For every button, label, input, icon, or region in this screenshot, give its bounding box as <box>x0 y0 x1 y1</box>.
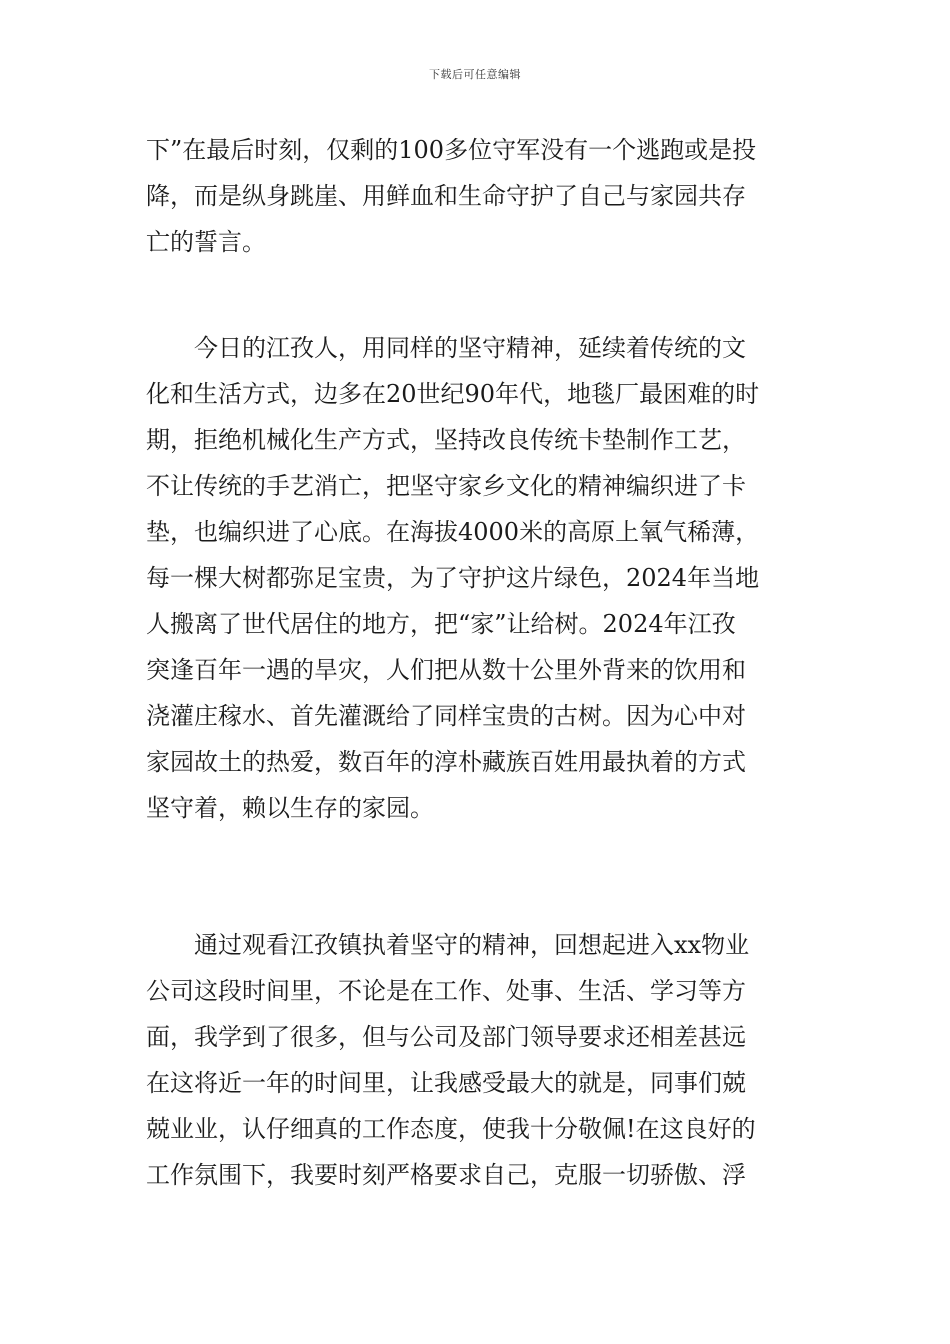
paragraph-line: 公司这段时间里，不论是在工作、处事、生活、学习等方 <box>146 977 746 1005</box>
paragraph-line: 人搬离了世代居住的地方，把“家”让给树。2024年江孜 <box>146 610 736 638</box>
paragraph-line: 期，拒绝机械化生产方式，坚持改良传统卡垫制作工艺， <box>146 426 746 454</box>
paragraph-line: 工作氛围下，我要时刻严格要求自己，克服一切骄傲、浮 <box>146 1161 746 1189</box>
paragraph-line: 化和生活方式，边多在20世纪90年代，地毯厂最困难的时 <box>146 380 760 408</box>
paragraph-line: 在这将近一年的时间里，让我感受最大的就是，同事们兢 <box>146 1069 746 1097</box>
paragraph-line: 浇灌庄稼水、首先灌溉给了同样宝贵的古树。因为心中对 <box>146 702 746 730</box>
paragraph-1 <box>146 127 816 265</box>
paragraph-line: 降，而是纵身跳崖、用鲜血和生命守护了自己与家园共存 <box>146 182 746 210</box>
header-note: 下载后可任意编辑 <box>429 68 521 81</box>
paragraph-line: 每一棵大树都弥足宝贵，为了守护这片绿色，2024年当地 <box>146 564 760 592</box>
paragraph-line: 突逢百年一遇的旱灾，人们把从数十公里外背来的饮用和 <box>146 656 746 684</box>
paragraph-line: 亡的誓言。 <box>146 228 266 256</box>
paragraph-line: 通过观看江孜镇执着坚守的精神，回想起进入xx物业 <box>194 931 750 959</box>
paragraph-line: 坚守着，赖以生存的家园。 <box>146 794 434 822</box>
paragraph-line: 兢业业，认仔细真的工作态度，使我十分敬佩!在这良好的 <box>146 1115 756 1143</box>
paragraph-line: 垫，也编织进了心底。在海拔4000米的高原上氧气稀薄， <box>146 518 760 546</box>
paragraph-line: 今日的江孜人，用同样的坚守精神，延续着传统的文 <box>194 334 746 362</box>
paragraph-line: 面，我学到了很多，但与公司及部门领导要求还相差甚远 <box>146 1023 746 1051</box>
paragraph-line: 不让传统的手艺消亡，把坚守家乡文化的精神编织进了卡 <box>146 472 746 500</box>
paragraph-line: 家园故土的热爱，数百年的淳朴藏族百姓用最执着的方式 <box>146 748 746 776</box>
paragraph-2 <box>146 325 816 831</box>
paragraph-3 <box>146 922 816 1198</box>
paragraph-line: 下”在最后时刻，仅剩的100多位守军没有一个逃跑或是投 <box>146 136 757 164</box>
